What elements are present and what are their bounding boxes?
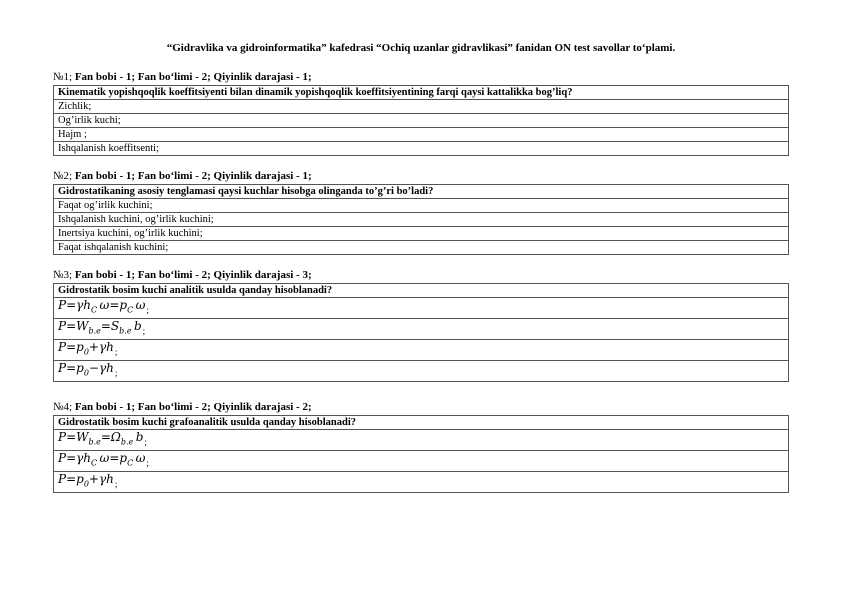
question-2-number: №2; [53,170,73,182]
question-4-option-3: $P=p_0+\gamma h$; [54,472,789,493]
question-3-header [53,269,312,281]
question-2-table [53,184,789,255]
document-title: “Gidravlika va gidroinformatika” kafedrasi “Ochiq uzanlar gidravlikasi” fanidan ON test savollar to‘plami. [166,42,676,54]
question-4-meta: Fan bobi - 1; Fan bo‘limi - 2; Qiyinlik darajasi - 2; [74,401,312,413]
question-3-option-2: $P=W_{b.e}=S_{b.e}$ b; [54,319,789,340]
question-2-option-4: Faqat ishqalanish kuchini; [54,241,789,255]
question-2-option-2: Ishqalanish kuchini, og’irlik kuchini; [54,213,789,227]
question-4-table [53,415,789,493]
formula: $P=p_0+\gamma h$ [58,472,114,489]
question-4-option-1: $P=W_{b.e}=\Omega_{b.e}$ b; [54,430,789,451]
question-1-table [53,85,789,156]
question-1-text: Kinematik yopishqoqlik koeffitsiyenti bilan dinamik yopishqoqlik koeffitsiyentining farqi qaysi kattalikka bog’liq? [54,86,789,100]
question-1-option-3: Hajm ; [54,128,789,142]
question-1-option-2: Og’irlik kuchi; [54,114,789,128]
question-4-header [53,401,312,413]
formula: $P=W_{b.e}=S_{b.e}$ b [58,319,142,336]
question-3-option-1: $P=\gamma h_C$ $\omega=p_C$ ω; [54,298,789,319]
question-2-text: Gidrostatikaning asosiy tenglamasi qaysi kuchlar hisobga olinganda to’g’ri bo’ladi? [54,185,789,199]
question-3-meta: Fan bobi - 1; Fan bo‘limi - 2; Qiyinlik darajasi - 3; [74,269,312,281]
formula: $P=W_{b.e}=\Omega_{b.e}$ b [58,430,144,447]
question-2-option-3: Inertsiya kuchini, og’irlik kuchini; [54,227,789,241]
question-4-option-2: $P=\gamma h_C$ $\omega=p_C$ ω; [54,451,789,472]
question-1-option-4: Ishqalanish koeffitsenti; [54,142,789,156]
question-4-text: Gidrostatik bosim kuchi grafoanalitik usulda qanday hisoblanadi? [54,416,789,430]
formula: $P=p_0+\gamma h$ [58,340,114,357]
question-2-option-1: Faqat og’irlik kuchini; [54,199,789,213]
question-1-option-1: Zichlik; [54,100,789,114]
formula: $P=\gamma h_C$ $\omega=p_C$ ω [58,298,146,315]
question-3-text: Gidrostatik bosim kuchi analitik usulda qanday hisoblanadi? [54,284,789,298]
question-3-option-3: $P=p_0+\gamma h$; [54,340,789,361]
question-2-meta: Fan bobi - 1; Fan bo‘limi - 2; Qiyinlik darajasi - 1; [74,170,312,182]
question-3-number: №3; [53,269,73,281]
question-2-header [53,170,312,182]
question-1-number: №1; [53,71,73,83]
question-4-number: №4; [53,401,73,413]
question-1-header [53,71,312,83]
formula: $P=\gamma h_C$ $\omega=p_C$ ω [58,451,146,468]
question-3-option-4: $P=p_0-\gamma h$; [54,361,789,382]
question-3-table [53,283,789,382]
question-1-meta: Fan bobi - 1; Fan bo‘limi - 2; Qiyinlik darajasi - 1; [74,71,312,83]
formula: $P=p_0-\gamma h$ [58,361,114,378]
